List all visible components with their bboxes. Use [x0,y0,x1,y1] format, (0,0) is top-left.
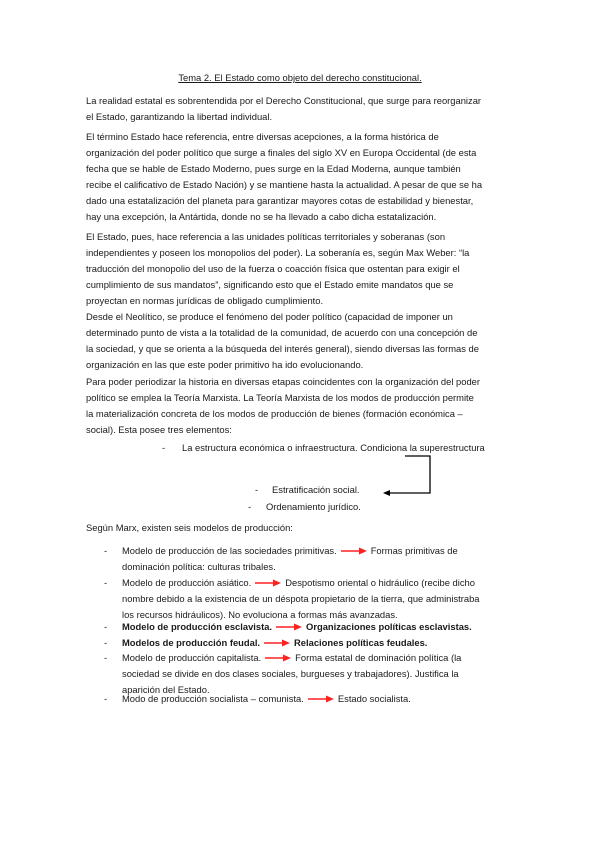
section-intro: Según Marx, existen seis modelos de producción: [86,522,293,533]
paragraph-line: El Estado, pues, hace referencia a las unidades políticas territoriales y soberanas (son [86,231,446,242]
paragraph-line: organización del poder político que surge a finales del siglo XV en Europa Occidental (de esta [86,147,477,158]
red-arrow-icon [255,578,281,590]
model-name: Modelo de producción capitalista. [122,652,262,663]
paragraph-line: social). Esta posee tres elementos: [86,424,232,435]
model-result: Relaciones políticas feudales. [294,637,428,648]
list-dash: - [104,577,108,588]
paragraph-line: La realidad estatal es sobrentendida por el Derecho Constitucional, que surge para reorganizar [86,95,482,106]
model-continuation: sociedad se divide en dos clases sociales, burgueses y trabajadores). Justifica la [122,668,459,679]
model-result: Formas primitivas de [370,545,458,556]
model-result: Forma estatal de dominación política (la [295,652,462,663]
model-continuation: nombre debido a la existencia de un déspota propietario de la tierra, que administraba [122,593,480,604]
model-continuation: dominación política: culturas tribales. [122,561,276,572]
model-item [122,621,472,634]
paragraph-line: la materialización concreta de los modos de producción de bienes (formación económica – [86,408,463,419]
paragraph-line: el Estado, garantizando la libertad individual. [86,111,273,122]
paragraph-line: la sociedad, y que se orienta a la búsqueda del interés general), siendo diversas las formas de [86,343,479,354]
paragraph-line: independientes y poseen los monopolios del poder). La soberanía es, según Max Weber: “la [86,247,470,258]
model-name: Modelo de producción asiático. [122,577,252,588]
paragraph-line: determinado punto de vista a la totalidad de la comunidad, de acuerdo con una concepción de [86,327,478,338]
list-dash: - [104,621,108,632]
red-arrow-icon [341,546,367,558]
red-arrow-icon [265,653,291,665]
model-name: Modelo de producción de las sociedades primitivas. [122,545,337,556]
paragraph-line: dado una estatalización del planeta para garantizar mayores cotas de estabilidad y bienestar, [86,195,474,206]
list-dash: - [104,637,108,648]
model-item [122,652,461,665]
element-item: Estratificación social. [272,484,360,495]
paragraph-line: traducción del monopolio del uso de la fuerza o coacción física que ostentan para exigir el [86,263,460,274]
model-name: Modelo de producción esclavista. [122,621,273,632]
model-item [122,637,427,650]
red-arrow-icon [308,694,334,706]
list-dash: - [104,545,108,556]
model-continuation: aparición del Estado. [122,684,210,695]
paragraph-line: hay una excepción, la Antártida, donde no se ha llevado a cabo dicha estatalización. [86,211,437,222]
red-arrow-icon [264,638,290,650]
model-name: Modo de producción socialista – comunista. [122,693,304,704]
paragraph-line: organización en las que este poder primitivo ha ido evolucionando. [86,359,364,370]
model-item [122,545,458,558]
paragraph-line: fecha que se hable de Estado Moderno, pues surge en la Edad Moderna, aunque también [86,163,461,174]
paragraph-line: Para poder periodizar la historia en diversas etapas coincidentes con la organización del poder [86,376,480,387]
model-item [122,693,411,706]
model-item [122,577,475,590]
model-name: Modelos de producción feudal. [122,637,261,648]
paragraph-line: El término Estado hace referencia, entre diversas acepciones, a la forma histórica de [86,131,439,142]
list-dash: - [104,652,108,663]
model-result: Organizaciones políticas esclavistas. [306,621,472,632]
element-item: La estructura económica o infraestructura. Condiciona la superestructura [182,442,485,453]
paragraph-line: cumplimiento de sus mandatos”, significando esto que el Estado emite mandatos que se [86,279,454,290]
model-result: Despotismo oriental o hidráulico (recibe dicho [285,577,475,588]
list-dash: - [104,693,108,704]
paragraph-line: proyectan en normas jurídicas de obligado cumplimiento. [86,295,324,306]
model-result: Estado socialista. [337,693,411,704]
paragraph-line: Desde el Neolítico, se produce el fenómeno del poder político (capacidad de imponer un [86,311,453,322]
document-title: Tema 2. El Estado como objeto del derecho constitucional. [178,72,422,83]
list-dash: - [248,501,252,512]
list-dash: - [255,484,259,495]
element-item: Ordenamiento jurídico. [266,501,361,512]
red-arrow-icon [276,622,302,634]
list-dash: - [162,442,166,453]
paragraph-line: recibe el calificativo de Estado Nación) y se mantiene hasta la actualidad. A pesar de que se ha [86,179,483,190]
paragraph-line: político se emplea la Teoría Marxista. La Teoría Marxista de los modos de producción permite [86,392,474,403]
model-continuation: los recursos hidráulicos). No evoluciona a formas más avanzadas. [122,609,398,620]
